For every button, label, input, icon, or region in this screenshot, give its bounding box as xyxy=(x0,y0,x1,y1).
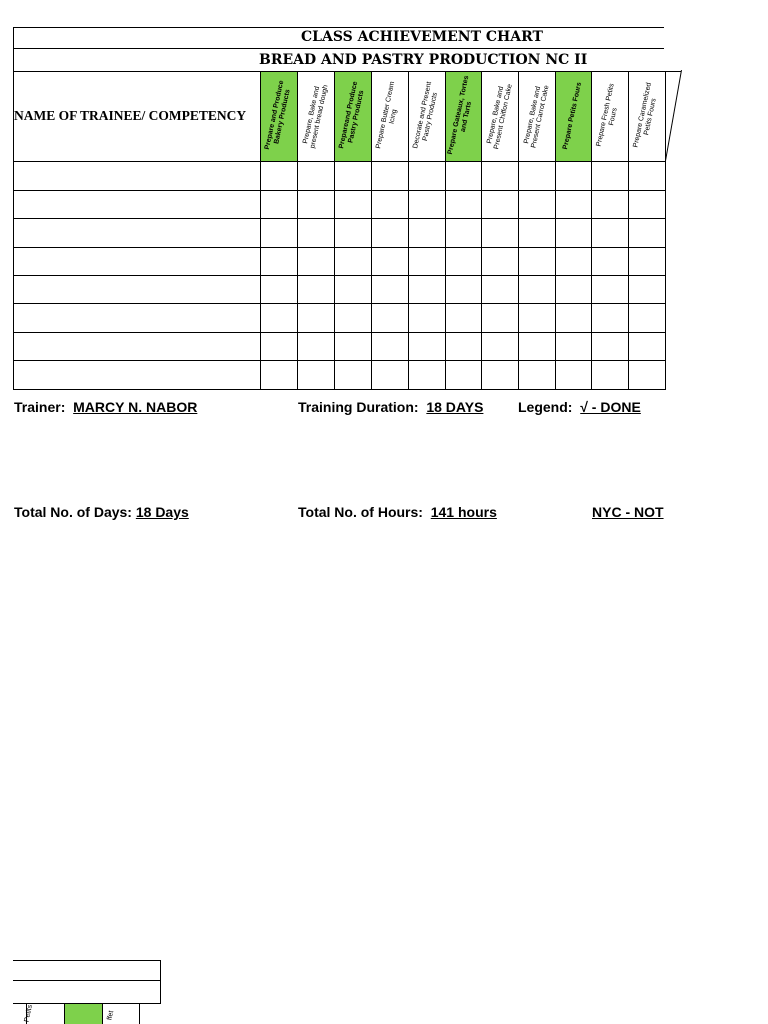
competency-header-8 xyxy=(518,71,555,161)
training-duration xyxy=(298,399,483,415)
total-hours xyxy=(298,504,497,520)
competency-header-10 xyxy=(591,71,628,161)
competency-label: Prepareand Produce Pastry Products xyxy=(337,80,365,150)
chart-subtitle: BREAD AND PASTRY PRODUCTION NC II xyxy=(259,52,588,68)
competency-header-5 xyxy=(408,71,445,161)
competency-header-2 xyxy=(297,71,334,161)
days-value: 18 Days xyxy=(135,504,189,520)
trainee-row xyxy=(14,276,665,303)
days-label: Total No. of Days: xyxy=(14,504,132,520)
fragment-highlight-cell xyxy=(64,1004,102,1024)
trainee-row xyxy=(14,304,665,332)
trainee-row xyxy=(14,361,665,389)
competency-header-11 xyxy=(628,71,665,161)
trainer-label: Trainer: xyxy=(14,399,66,415)
trainee-row xyxy=(14,162,665,190)
duration-label: Training Duration: xyxy=(298,399,419,415)
chart-title: CLASS ACHIEVEMENT CHART xyxy=(301,29,543,45)
competency-label: Decorate and Present Pastry Products xyxy=(411,81,439,150)
competency-header-4 xyxy=(371,71,408,161)
legend-done: √ - DONE xyxy=(580,399,641,415)
trainer-info xyxy=(14,399,197,415)
competency-header-1 xyxy=(260,71,297,161)
competency-label: Prepare Petits Fours xyxy=(561,81,584,151)
competency-header-9 xyxy=(555,71,591,161)
competency-label: Prepare Caramelized Petits Fours xyxy=(631,81,658,149)
competency-label: Prepare Gateaux, Tortes and Tarts xyxy=(446,75,474,156)
name-of-trainee-header: NAME OF TRAINEE/ COMPETENCY xyxy=(14,108,247,123)
competency-label: Prepare Butter Cream Icing xyxy=(374,80,398,150)
competency-header-6 xyxy=(445,71,481,161)
trainee-row xyxy=(14,191,665,218)
trainee-row xyxy=(14,333,665,360)
trainee-row xyxy=(14,219,665,247)
duration-value: 18 DAYS xyxy=(426,399,484,415)
legend xyxy=(518,399,641,415)
competency-header-7 xyxy=(481,71,518,161)
trainer-name: MARCY N. NABOR xyxy=(73,399,198,415)
fragment-label-2: ffet xyxy=(106,1010,116,1021)
competency-label: Prepare and Produce Bakery Products xyxy=(263,79,292,151)
legend-nyc xyxy=(592,504,664,520)
competency-header-3 xyxy=(334,71,371,161)
competency-label: Prepare Fresh Petits Fours xyxy=(594,82,619,148)
trainee-row xyxy=(14,248,665,275)
total-days xyxy=(14,504,189,520)
hours-label: Total No. of Hours: xyxy=(298,504,423,520)
competency-label: Prepare, Bake and present bread dough xyxy=(301,84,330,150)
fragment-label-1: Petits xyxy=(23,1004,35,1023)
legend-label: Legend: xyxy=(518,399,573,415)
hours-value: 141 hours xyxy=(430,504,497,520)
competency-label: Prepare, Bake and Present Carrot Cake xyxy=(522,84,550,149)
competency-label: Prepare, Bake and Present Chiffon Cake xyxy=(485,83,514,150)
legend-nyc-value: NYC - NOT xyxy=(592,504,664,520)
